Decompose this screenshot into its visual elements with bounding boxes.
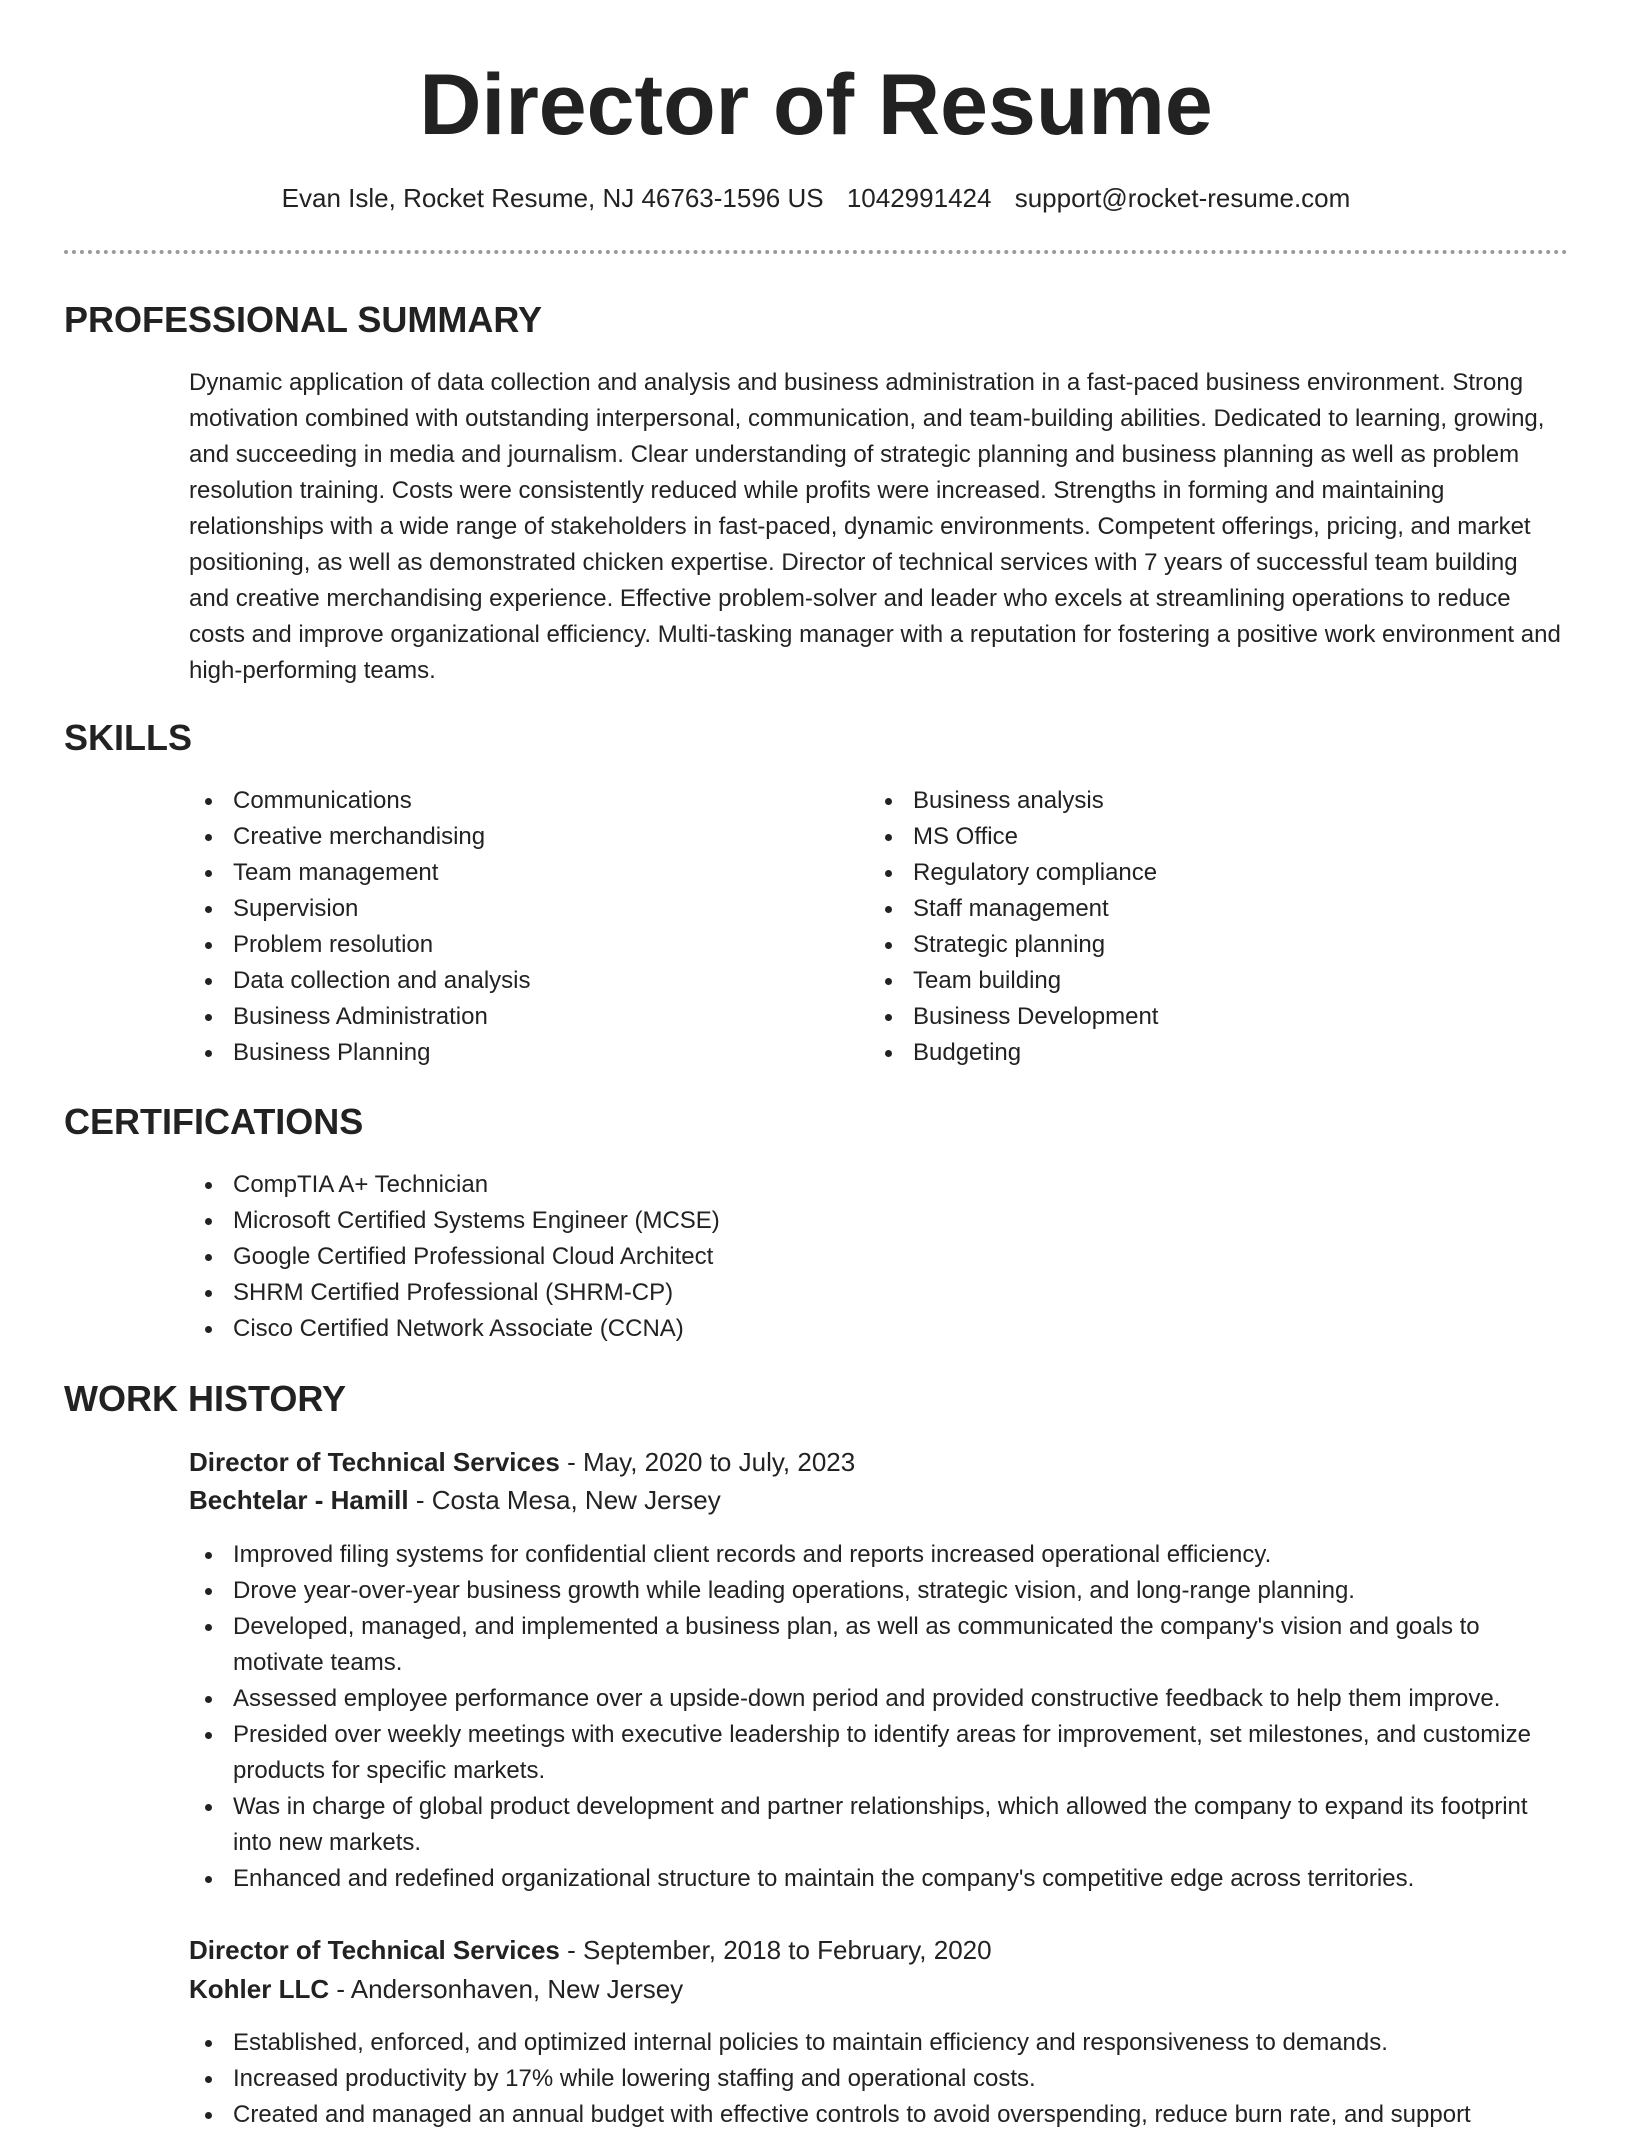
skill-item: Regulatory compliance [869, 855, 1509, 891]
contact-phone[interactable]: 1042991424 [846, 183, 992, 213]
certification-item: CompTIA A+ Technician [189, 1167, 1564, 1203]
header-divider [64, 250, 1568, 254]
job-location: - Costa Mesa, New Jersey [408, 1485, 721, 1515]
skill-item: Problem resolution [189, 927, 829, 963]
job-company: Bechtelar - Hamill [189, 1485, 409, 1515]
job-title-line [189, 1443, 855, 1481]
job-bullet: Enhanced and redefined organizational structure to maintain the company's competitive edge across territories. [189, 1861, 1564, 1897]
job-bullets [189, 1537, 1564, 1897]
skill-item: MS Office [869, 819, 1509, 855]
job-company-line [189, 1970, 683, 2008]
job-bullet: Improved filing systems for confidential client records and reports increased operational efficiency. [189, 1537, 1564, 1573]
job-bullet: Was in charge of global product development and partner relationships, which allowed the company to expand its footprint into new markets. [189, 1789, 1564, 1861]
job-bullet: Developed, managed, and implemented a business plan, as well as communicated the company's vision and goals to motivate teams. [189, 1609, 1564, 1681]
skills-list-left [189, 783, 829, 1071]
skill-item: Business Administration [189, 999, 829, 1035]
job-bullet: Established, enforced, and optimized internal policies to maintain efficiency and responsiveness to demands. [189, 2025, 1564, 2061]
skill-item: Data collection and analysis [189, 963, 829, 999]
skill-item: Business Planning [189, 1035, 829, 1071]
job-bullet: Created and managed an annual budget with effective controls to avoid overspending, reduce burn rate, and support [189, 2097, 1564, 2133]
certification-item: Google Certified Professional Cloud Architect [189, 1239, 1564, 1275]
skills-heading: SKILLS [64, 717, 193, 758]
skill-item: Business analysis [869, 783, 1509, 819]
job-dates: - May, 2020 to July, 2023 [559, 1447, 856, 1477]
summary-heading: PROFESSIONAL SUMMARY [64, 299, 543, 340]
skill-item: Staff management [869, 891, 1509, 927]
job-bullet: Increased productivity by 17% while lowering staffing and operational costs. [189, 2061, 1564, 2097]
skill-item: Budgeting [869, 1035, 1509, 1071]
certifications-list [189, 1167, 1564, 1347]
contact-email[interactable]: support@rocket-resume.com [1014, 183, 1351, 213]
job-dates: - September, 2018 to February, 2020 [559, 1935, 992, 1965]
skill-item: Strategic planning [869, 927, 1509, 963]
skill-item: Supervision [189, 891, 829, 927]
skill-item: Communications [189, 783, 829, 819]
resume-title: Director of Resume [419, 57, 1213, 153]
job-title: Director of Technical Services [189, 1447, 560, 1477]
job-bullets [189, 2025, 1564, 2133]
certification-item: Microsoft Certified Systems Engineer (MCSE) [189, 1203, 1564, 1239]
certification-item: SHRM Certified Professional (SHRM-CP) [189, 1275, 1564, 1311]
job-title: Director of Technical Services [189, 1935, 560, 1965]
job-company-line [189, 1481, 721, 1519]
contact-line [0, 178, 1632, 218]
skill-item: Team building [869, 963, 1509, 999]
job-bullet: Assessed employee performance over a upside-down period and provided constructive feedback to help them improve. [189, 1681, 1564, 1717]
certification-item: Cisco Certified Network Associate (CCNA) [189, 1311, 1564, 1347]
contact-address: Evan Isle, Rocket Resume, NJ 46763-1596 US [281, 183, 824, 213]
job-location: - Andersonhaven, New Jersey [329, 1974, 684, 2004]
job-company: Kohler LLC [189, 1974, 330, 2004]
summary-text: Dynamic application of data collection and analysis and business administration in a fast-paced business environment. Strong motivation combined with outstanding interpersonal, communication, and team-building abilities. Dedicated to learning, growing, and succeeding in media and journalism. Clear understanding of strategic planning and business planning as well as problem resolution training. Costs were consistently reduced while profits were increased. Strengths in forming and maintaining relationships with a wide range of stakeholders in fast-paced, dynamic environments. Competent offerings, pricing, and market positioning, as well as demonstrated chicken expertise. Director of technical services with 7 years of successful team building and creative merchandising experience. Effective problem-solver and leader who excels at streamlining operations to reduce costs and improve organizational efficiency. Multi-tasking manager with a reputation for fostering a positive work environment and high-performing teams. [189, 369, 1561, 684]
skill-item: Creative merchandising [189, 819, 829, 855]
skill-item: Team management [189, 855, 829, 891]
skills-list-right [869, 783, 1509, 1071]
skill-item: Business Development [869, 999, 1509, 1035]
certifications-heading: CERTIFICATIONS [64, 1101, 364, 1142]
job-title-line [189, 1931, 992, 1969]
job-bullet: Presided over weekly meetings with executive leadership to identify areas for improvement, set milestones, and customize products for specific markets. [189, 1717, 1564, 1789]
work-history-heading: WORK HISTORY [64, 1378, 347, 1419]
job-bullet: Drove year-over-year business growth while leading operations, strategic vision, and long-range planning. [189, 1573, 1564, 1609]
